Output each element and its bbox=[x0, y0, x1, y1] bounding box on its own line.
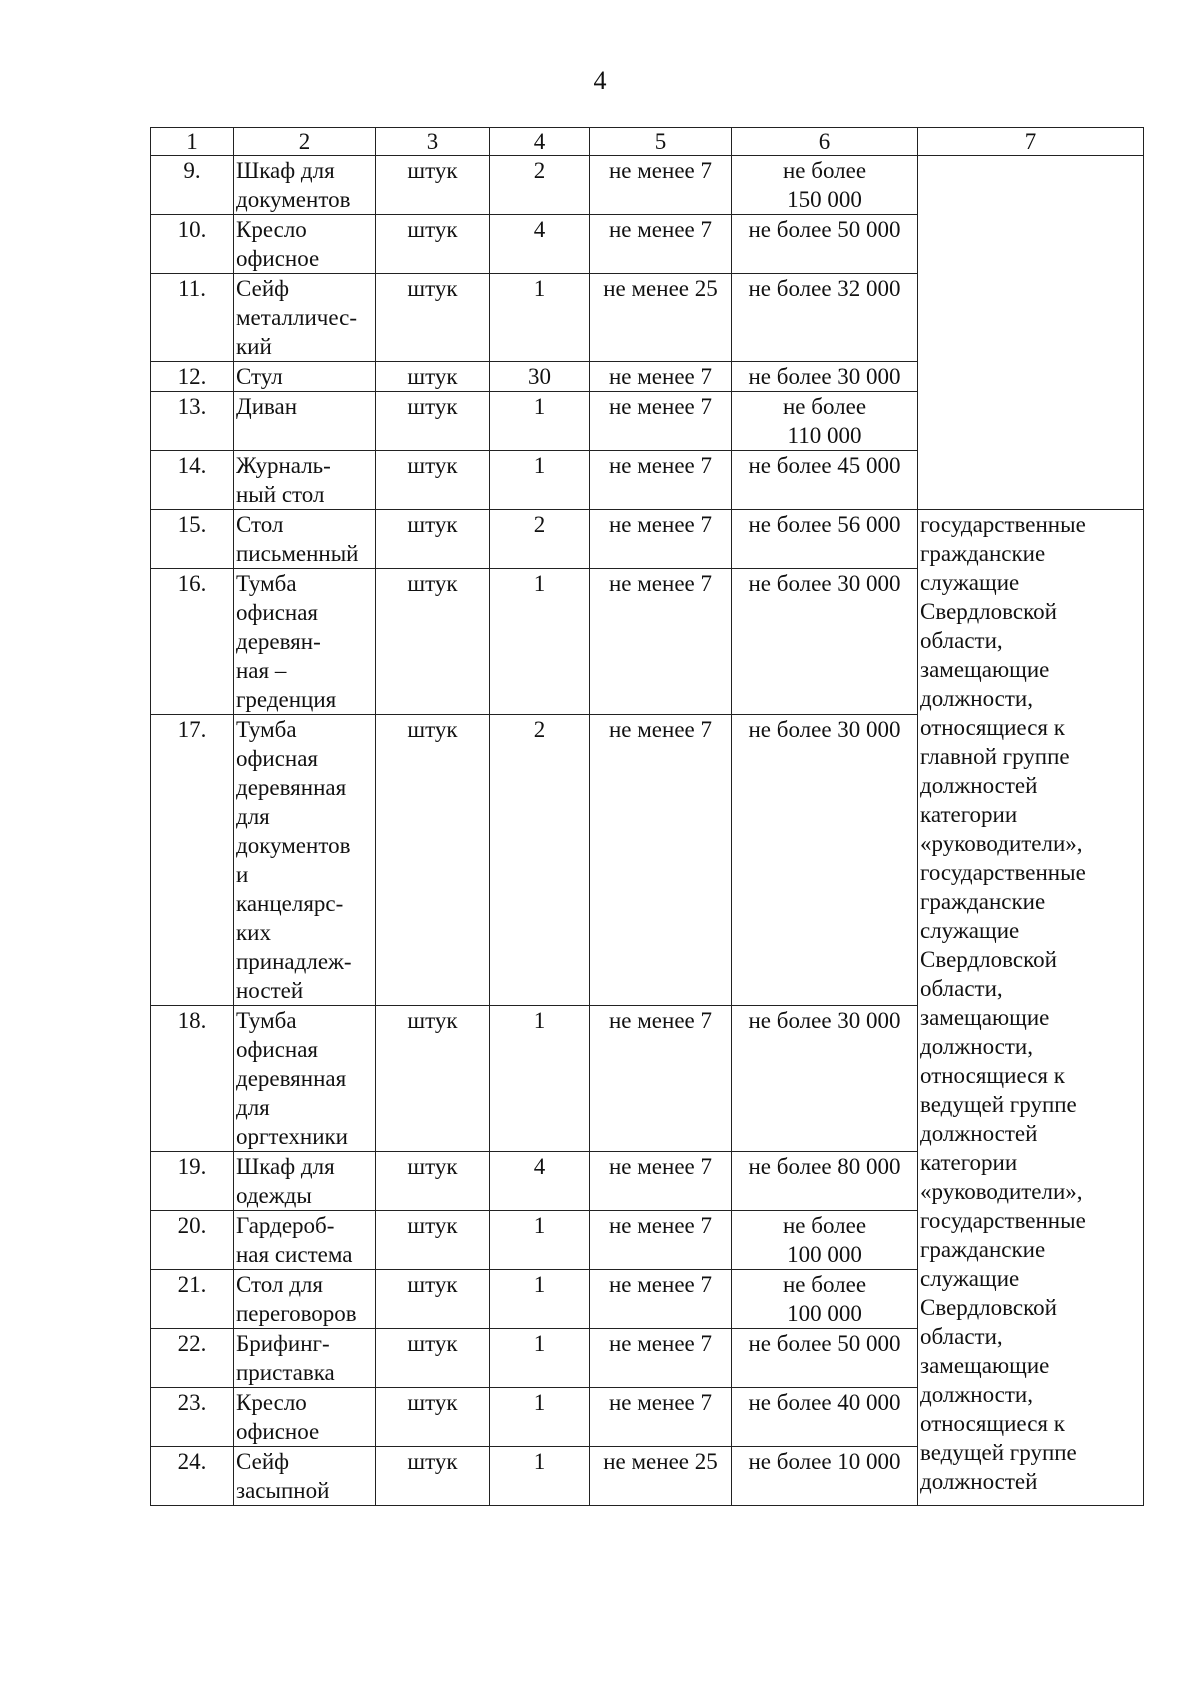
price-cell: не более 80 000 bbox=[732, 1152, 918, 1211]
unit-cell: штук bbox=[376, 156, 490, 215]
service-life-cell: не менее 7 bbox=[590, 1006, 732, 1152]
price-cell: не более 100 000 bbox=[732, 1270, 918, 1329]
service-life-cell: не менее 7 bbox=[590, 1211, 732, 1270]
quantity-cell: 1 bbox=[490, 451, 590, 510]
item-name: Шкаф для одежды bbox=[234, 1152, 376, 1211]
service-life-cell: не менее 7 bbox=[590, 1329, 732, 1388]
row-number: 24. bbox=[151, 1447, 234, 1506]
row-number: 11. bbox=[151, 274, 234, 362]
price-cell: не более 30 000 bbox=[732, 569, 918, 715]
service-life-cell: не менее 7 bbox=[590, 1270, 732, 1329]
item-name: Журналь- ный стол bbox=[234, 451, 376, 510]
row-number: 13. bbox=[151, 392, 234, 451]
service-life-cell: не менее 7 bbox=[590, 392, 732, 451]
price-cell: не более 150 000 bbox=[732, 156, 918, 215]
unit-cell: штук bbox=[376, 1006, 490, 1152]
service-life-cell: не менее 7 bbox=[590, 1388, 732, 1447]
item-name: Тумба офисная деревянная для документов и канцелярс- ких принадлеж- ностей bbox=[234, 715, 376, 1006]
service-life-cell: не менее 25 bbox=[590, 274, 732, 362]
price-cell: не более 100 000 bbox=[732, 1211, 918, 1270]
unit-cell: штук bbox=[376, 1329, 490, 1388]
row-number: 10. bbox=[151, 215, 234, 274]
unit-cell: штук bbox=[376, 451, 490, 510]
header-cell: 3 bbox=[376, 128, 490, 156]
quantity-cell: 1 bbox=[490, 1329, 590, 1388]
service-life-cell: не менее 7 bbox=[590, 569, 732, 715]
item-name: Стул bbox=[234, 362, 376, 392]
quantity-cell: 30 bbox=[490, 362, 590, 392]
unit-cell: штук bbox=[376, 1211, 490, 1270]
quantity-cell: 1 bbox=[490, 1006, 590, 1152]
table-row bbox=[151, 510, 1144, 569]
item-name: Сейф металличес- кий bbox=[234, 274, 376, 362]
price-cell: не более 45 000 bbox=[732, 451, 918, 510]
item-name: Брифинг- приставка bbox=[234, 1329, 376, 1388]
unit-cell: штук bbox=[376, 362, 490, 392]
price-cell: не более 10 000 bbox=[732, 1447, 918, 1506]
service-life-cell: не менее 7 bbox=[590, 451, 732, 510]
header-cell: 7 bbox=[918, 128, 1144, 156]
price-cell: не более 50 000 bbox=[732, 1329, 918, 1388]
service-life-cell: не менее 7 bbox=[590, 510, 732, 569]
price-cell: не более 30 000 bbox=[732, 1006, 918, 1152]
quantity-cell: 2 bbox=[490, 715, 590, 1006]
service-life-cell: не менее 7 bbox=[590, 215, 732, 274]
header-cell: 5 bbox=[590, 128, 732, 156]
quantity-cell: 1 bbox=[490, 1270, 590, 1329]
row-number: 17. bbox=[151, 715, 234, 1006]
quantity-cell: 2 bbox=[490, 156, 590, 215]
unit-cell: штук bbox=[376, 392, 490, 451]
unit-cell: штук bbox=[376, 510, 490, 569]
item-name: Диван bbox=[234, 392, 376, 451]
category-note: государственные гражданские служащие Свердловской области, замещающие должности, относящиеся к главной группе должностей категории «руководители», государственные гражданские служащие Свердловской области, замещающие должности, относящиеся к ведущей группе должностей категории «руководители», государственные гражданские служащие Свердловской области, замещающие должности, относящиеся к ведущей группе должностей bbox=[918, 510, 1144, 1506]
item-name: Стол для переговоров bbox=[234, 1270, 376, 1329]
price-cell: не более 50 000 bbox=[732, 215, 918, 274]
item-name: Кресло офисное bbox=[234, 215, 376, 274]
unit-cell: штук bbox=[376, 274, 490, 362]
page-number: 4 bbox=[593, 66, 607, 95]
table-row bbox=[151, 156, 1144, 215]
row-number: 15. bbox=[151, 510, 234, 569]
header-row bbox=[151, 128, 1144, 156]
unit-cell: штук bbox=[376, 715, 490, 1006]
header-cell: 6 bbox=[732, 128, 918, 156]
price-cell: не более 32 000 bbox=[732, 274, 918, 362]
quantity-cell: 1 bbox=[490, 569, 590, 715]
quantity-cell: 4 bbox=[490, 1152, 590, 1211]
unit-cell: штук bbox=[376, 1152, 490, 1211]
price-cell: не более 56 000 bbox=[732, 510, 918, 569]
unit-cell: штук bbox=[376, 1447, 490, 1506]
service-life-cell: не менее 25 bbox=[590, 1447, 732, 1506]
service-life-cell: не менее 7 bbox=[590, 1152, 732, 1211]
row-number: 18. bbox=[151, 1006, 234, 1152]
price-cell: не более 40 000 bbox=[732, 1388, 918, 1447]
quantity-cell: 1 bbox=[490, 274, 590, 362]
quantity-cell: 2 bbox=[490, 510, 590, 569]
quantity-cell: 1 bbox=[490, 392, 590, 451]
row-number: 20. bbox=[151, 1211, 234, 1270]
item-name: Стол письменный bbox=[234, 510, 376, 569]
quantity-cell: 4 bbox=[490, 215, 590, 274]
unit-cell: штук bbox=[376, 569, 490, 715]
row-number: 16. bbox=[151, 569, 234, 715]
quantity-cell: 1 bbox=[490, 1447, 590, 1506]
furniture-norms-table bbox=[150, 127, 1144, 1506]
category-cell-empty bbox=[918, 156, 1144, 510]
row-number: 19. bbox=[151, 1152, 234, 1211]
header-cell: 2 bbox=[234, 128, 376, 156]
unit-cell: штук bbox=[376, 1270, 490, 1329]
item-name: Шкаф для документов bbox=[234, 156, 376, 215]
item-name: Кресло офисное bbox=[234, 1388, 376, 1447]
price-cell: не более 30 000 bbox=[732, 362, 918, 392]
service-life-cell: не менее 7 bbox=[590, 715, 732, 1006]
row-number: 21. bbox=[151, 1270, 234, 1329]
header-cell: 4 bbox=[490, 128, 590, 156]
row-number: 12. bbox=[151, 362, 234, 392]
row-number: 9. bbox=[151, 156, 234, 215]
quantity-cell: 1 bbox=[490, 1211, 590, 1270]
service-life-cell: не менее 7 bbox=[590, 156, 732, 215]
header-cell: 1 bbox=[151, 128, 234, 156]
service-life-cell: не менее 7 bbox=[590, 362, 732, 392]
price-cell: не более 30 000 bbox=[732, 715, 918, 1006]
item-name: Тумба офисная деревянная для оргтехники bbox=[234, 1006, 376, 1152]
quantity-cell: 1 bbox=[490, 1388, 590, 1447]
item-name: Тумба офисная деревян- ная – греденция bbox=[234, 569, 376, 715]
row-number: 14. bbox=[151, 451, 234, 510]
unit-cell: штук bbox=[376, 1388, 490, 1447]
item-name: Сейф засыпной bbox=[234, 1447, 376, 1506]
row-number: 23. bbox=[151, 1388, 234, 1447]
price-cell: не более 110 000 bbox=[732, 392, 918, 451]
item-name: Гардероб- ная система bbox=[234, 1211, 376, 1270]
unit-cell: штук bbox=[376, 215, 490, 274]
row-number: 22. bbox=[151, 1329, 234, 1388]
